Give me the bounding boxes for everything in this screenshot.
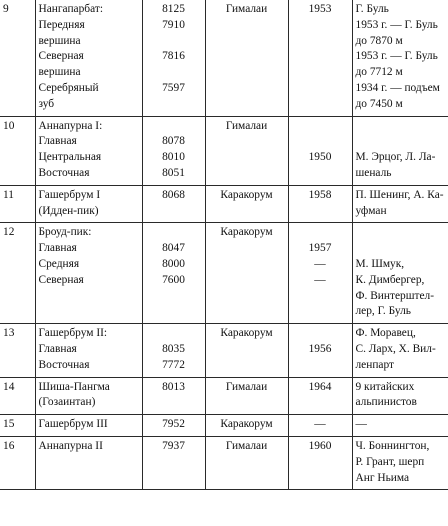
climbers-line: до 7450 м bbox=[355, 97, 403, 110]
altitude-line: 8068 bbox=[162, 188, 185, 201]
table-row bbox=[0, 377, 448, 415]
altitude-cell bbox=[142, 324, 205, 377]
region-line: Каракорум bbox=[220, 418, 273, 431]
peak-name-line: Северная bbox=[38, 273, 84, 286]
region-cell bbox=[205, 223, 288, 324]
peak-name-line: Главная bbox=[38, 242, 77, 255]
row-number-text: 9 bbox=[3, 3, 9, 15]
altitude-line bbox=[146, 65, 202, 81]
year-cell bbox=[288, 436, 352, 489]
altitude-line: 7910 bbox=[162, 18, 185, 31]
altitude-line: 7772 bbox=[162, 358, 185, 371]
region-line: Каракорум bbox=[220, 188, 273, 201]
peak-name-cell bbox=[35, 415, 142, 437]
peak-name-line: Аннапурна I: bbox=[38, 119, 103, 132]
peak-name-line: Восточная bbox=[38, 358, 90, 371]
year-line: 1956 bbox=[308, 342, 332, 355]
altitude-cell bbox=[142, 377, 205, 415]
altitude-line: 7816 bbox=[162, 50, 185, 63]
table-row bbox=[0, 223, 448, 324]
peak-name-line: Гашербрум III bbox=[38, 418, 108, 431]
year-line: — bbox=[314, 273, 326, 286]
year-cell bbox=[288, 377, 352, 415]
altitude-line bbox=[146, 119, 202, 135]
row-number-text: 10 bbox=[3, 119, 15, 132]
region-cell bbox=[205, 116, 288, 185]
peak-name-line: Гашербрум II: bbox=[38, 327, 108, 340]
region-cell bbox=[205, 324, 288, 377]
altitude-cell bbox=[142, 415, 205, 437]
row-number-cell bbox=[0, 415, 35, 437]
year-cell bbox=[288, 223, 352, 324]
peak-name-cell bbox=[35, 185, 142, 223]
year-line bbox=[292, 225, 349, 241]
climbers-line: П. Шенинг, А. Ка- bbox=[355, 188, 444, 201]
altitude-line: 8125 bbox=[162, 3, 185, 15]
year-line bbox=[292, 134, 349, 150]
row-number-text: 13 bbox=[3, 327, 15, 340]
region-line: Гималаи bbox=[225, 3, 268, 15]
peak-name-line: Аннапурна II bbox=[38, 439, 103, 452]
altitude-line: 7600 bbox=[162, 273, 185, 286]
peak-name-line: Броуд-пик: bbox=[38, 226, 92, 239]
climbers-line: 1953 г. — Г. Буль bbox=[355, 50, 438, 63]
year-line: 1958 bbox=[308, 188, 332, 201]
climbers-cell bbox=[352, 116, 448, 185]
peak-name-line: (Идден-пик) bbox=[38, 204, 99, 217]
climbers-line: Ф. Моравец, bbox=[355, 327, 416, 340]
peak-name-line: Главная bbox=[38, 135, 77, 148]
climbers-cell bbox=[352, 377, 448, 415]
altitude-cell bbox=[142, 223, 205, 324]
peak-name-line: Центральная bbox=[38, 151, 102, 164]
altitude-line bbox=[146, 34, 202, 50]
region-cell bbox=[205, 415, 288, 437]
climbers-line: Ф. Винтерштел- bbox=[355, 289, 434, 302]
peak-name-line: Средняя bbox=[38, 257, 80, 270]
region-cell bbox=[205, 377, 288, 415]
altitude-line: 7952 bbox=[162, 418, 185, 431]
peak-name-cell bbox=[35, 377, 142, 415]
climbers-line: М. Эрцог, Л. Ла- bbox=[355, 151, 436, 164]
altitude-line: 8013 bbox=[162, 380, 185, 393]
region-line: Каракорум bbox=[220, 327, 273, 340]
altitude-cell bbox=[142, 116, 205, 185]
peak-name-line: вершина bbox=[38, 66, 81, 79]
year-cell bbox=[288, 185, 352, 223]
row-number-cell bbox=[0, 0, 35, 116]
peak-name-cell bbox=[35, 223, 142, 324]
table-row bbox=[0, 0, 448, 116]
climbers-line: Р. Грант, шерп bbox=[355, 455, 425, 468]
year-cell bbox=[288, 415, 352, 437]
altitude-cell bbox=[142, 185, 205, 223]
peak-name-cell bbox=[35, 0, 142, 116]
climbers-line: до 7712 м bbox=[355, 66, 403, 79]
altitude-line bbox=[146, 97, 202, 113]
peak-name-line: Главная bbox=[38, 342, 77, 355]
year-line bbox=[292, 119, 349, 135]
region-line: Каракорум bbox=[220, 226, 273, 239]
altitude-line bbox=[146, 326, 202, 342]
climbers-line: 1934 г. — подъем bbox=[355, 81, 440, 94]
peak-name-cell bbox=[35, 436, 142, 489]
climbers-cell bbox=[352, 185, 448, 223]
peak-name-line: Передняя bbox=[38, 18, 85, 31]
climbers-line: Г. Буль bbox=[355, 3, 389, 15]
climbers-line: М. Шмук, bbox=[355, 257, 405, 270]
altitude-line: 8000 bbox=[162, 257, 185, 270]
altitude-line: 8035 bbox=[162, 342, 185, 355]
year-line bbox=[292, 326, 349, 342]
climbers-line: — bbox=[355, 418, 367, 431]
row-number-cell bbox=[0, 116, 35, 185]
peak-name-line: Нангапарбат: bbox=[38, 3, 104, 15]
year-cell bbox=[288, 0, 352, 116]
peak-name-line: Серебряный bbox=[38, 81, 99, 94]
altitude-line: 8010 bbox=[162, 151, 185, 164]
year-line: 1960 bbox=[308, 439, 332, 452]
region-cell bbox=[205, 0, 288, 116]
altitude-line bbox=[146, 225, 202, 241]
region-line: Гималаи bbox=[225, 439, 268, 452]
row-number-cell bbox=[0, 324, 35, 377]
climbers-cell bbox=[352, 223, 448, 324]
year-line: 1964 bbox=[308, 380, 332, 393]
table-row bbox=[0, 116, 448, 185]
year-line: — bbox=[314, 418, 326, 431]
altitude-line: 8047 bbox=[162, 242, 185, 255]
peak-name-line: Восточная bbox=[38, 166, 90, 179]
table-row bbox=[0, 436, 448, 489]
row-number-text: 16 bbox=[3, 439, 15, 452]
row-number-cell bbox=[0, 223, 35, 324]
table-row bbox=[0, 185, 448, 223]
row-number-text: 14 bbox=[3, 380, 15, 393]
climbers-line: С. Ларх, Х. Вил- bbox=[355, 342, 436, 355]
climbers-line bbox=[356, 241, 446, 257]
altitude-line: 8078 bbox=[162, 135, 185, 148]
year-cell bbox=[288, 324, 352, 377]
year-line: 1953 bbox=[308, 3, 332, 15]
region-cell bbox=[205, 185, 288, 223]
climbers-cell bbox=[352, 324, 448, 377]
year-cell bbox=[288, 116, 352, 185]
peak-name-line: (Гозаинтан) bbox=[38, 396, 96, 409]
row-number-text: 12 bbox=[3, 226, 15, 239]
year-line: 1950 bbox=[308, 151, 332, 164]
climbers-line: альпинистов bbox=[355, 396, 417, 409]
climbers-cell bbox=[352, 415, 448, 437]
row-number-text: 15 bbox=[3, 418, 15, 431]
climbers-line: уфман bbox=[355, 204, 387, 217]
altitude-cell bbox=[142, 0, 205, 116]
climbers-line: шеналь bbox=[355, 166, 392, 179]
region-cell bbox=[205, 436, 288, 489]
climbers-line bbox=[356, 134, 446, 150]
year-line: — bbox=[314, 257, 326, 270]
altitude-line: 7597 bbox=[162, 81, 185, 94]
peak-name-line: Гашербрум I bbox=[38, 188, 101, 201]
climbers-line bbox=[356, 225, 446, 241]
climbers-line: Анг Ньима bbox=[355, 471, 410, 484]
climbers-line: до 7870 м bbox=[355, 34, 403, 47]
peak-name-cell bbox=[35, 116, 142, 185]
region-line: Гималаи bbox=[225, 119, 268, 132]
climbers-line: 9 китайских bbox=[355, 380, 415, 393]
row-number-cell bbox=[0, 185, 35, 223]
altitude-line: 7937 bbox=[162, 439, 185, 452]
climbers-cell bbox=[352, 436, 448, 489]
peak-name-cell bbox=[35, 324, 142, 377]
region-line: Гималаи bbox=[225, 380, 268, 393]
year-line: 1957 bbox=[308, 242, 332, 255]
altitude-cell bbox=[142, 436, 205, 489]
table-row bbox=[0, 324, 448, 377]
peak-name-line: зуб bbox=[38, 97, 55, 110]
climbers-line: лер, Г. Буль bbox=[355, 305, 411, 318]
peak-name-line: Шиша-Пангма bbox=[38, 380, 110, 393]
climbers-line: ленпарт bbox=[355, 358, 395, 371]
row-number-cell bbox=[0, 377, 35, 415]
climbers-line: Ч. Боннингтон, bbox=[355, 439, 430, 452]
climbers-line bbox=[356, 119, 446, 135]
climbers-line: К. Димбергер, bbox=[355, 273, 425, 286]
climbers-cell bbox=[352, 0, 448, 116]
altitude-line: 8051 bbox=[162, 166, 185, 179]
row-number-text: 11 bbox=[3, 188, 14, 201]
climbers-line: 1953 г. — Г. Буль bbox=[355, 18, 438, 31]
table-row bbox=[0, 415, 448, 437]
peak-name-line: вершина bbox=[38, 34, 81, 47]
row-number-cell bbox=[0, 436, 35, 489]
peak-name-line: Северная bbox=[38, 50, 84, 63]
